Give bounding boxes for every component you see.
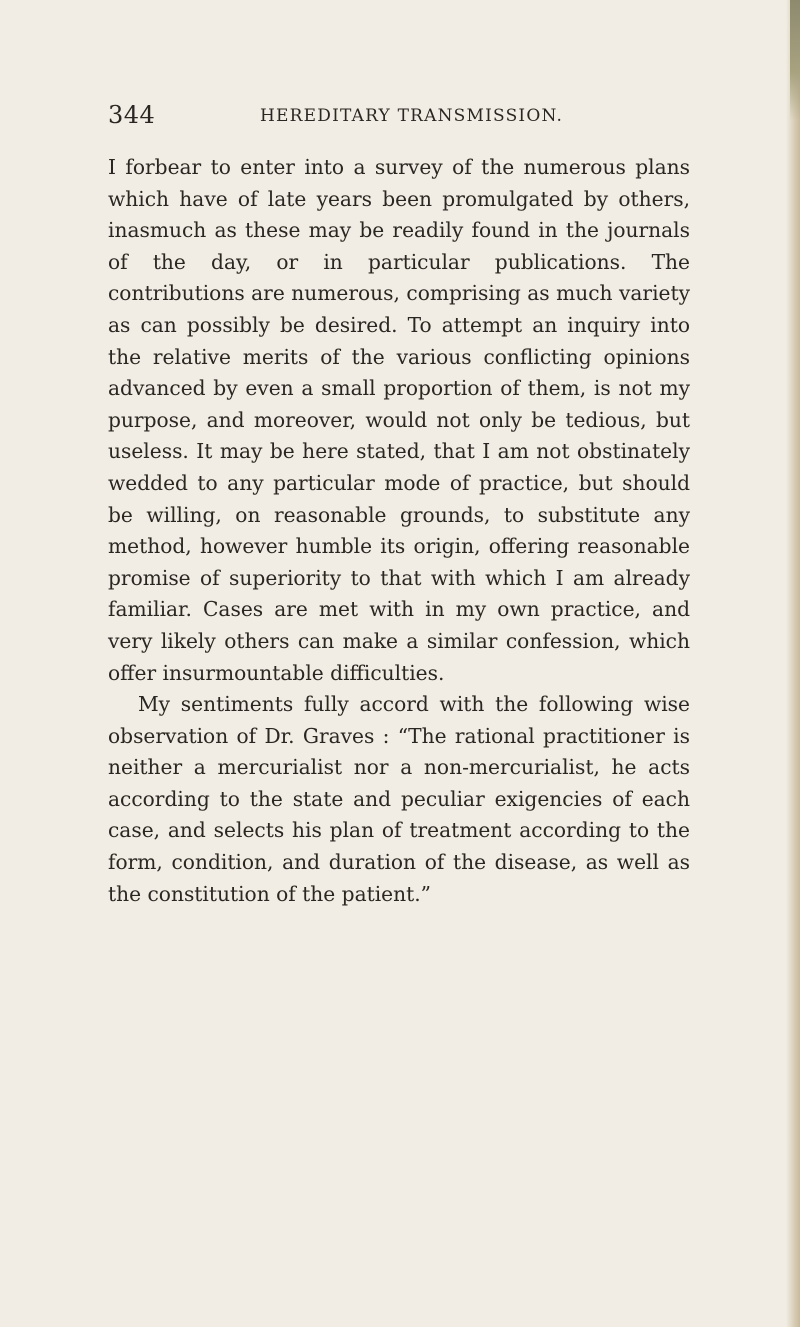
page-edge-stain: [790, 0, 800, 120]
running-head: [108, 101, 690, 133]
running-title: HEREDITARY TRANSMISSION.: [260, 106, 564, 126]
paragraph-1: I forbear to enter into a survey of the numerous plans which have of late years been promulgated by others, inasmuch as these may be readily found in the journals of the day, or in particular publications. The contributions are numerous, comprising as much variety as can possibly be desired. To attempt an inquiry into the relative merits of the various conflicting opinions advanced by even a small proportion of them, is not my purpose, and moreover, would not only be tedious, but useless. It may be here stated, that I am not obstinately wedded to any particular mode of practice, but should be willing, on reasonable grounds, to substitute any method, however humble its origin, offering reasonable promise of superiority to that with which I am already familiar. Cases are met with in my own practice, and very likely others can make a similar confession, which offer insurmountable difficulties.: [108, 155, 690, 685]
page-number: 344: [108, 101, 156, 129]
paragraph-2: My sentiments fully accord with the following wise observation of Dr. Graves : “The rational practitioner is neither a mercurialist nor a non-mercurialist, he acts according to the state and peculiar exigencies of each case, and selects his plan of treatment according to the form, condition, and duration of the disease, as well as the constitution of the patient.”: [108, 692, 690, 906]
body-text: [108, 152, 690, 910]
page-edge-shadow: [786, 0, 800, 1327]
